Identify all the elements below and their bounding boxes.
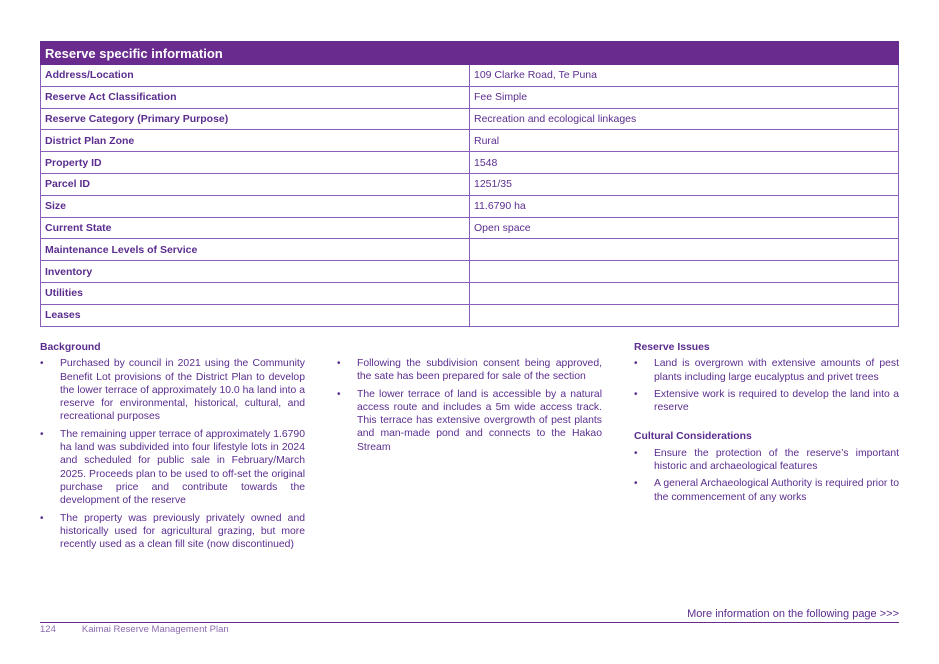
row-key: Utilities — [41, 282, 470, 304]
footer-divider — [40, 622, 899, 623]
table-row — [41, 108, 899, 130]
list-item-text: Land is overgrown with extensive amounts of pest plants including large eucalyptus and privet trees — [654, 358, 899, 383]
reserve-issues-heading: Reserve Issues — [634, 342, 710, 353]
row-value: Open space — [470, 217, 899, 239]
list-item — [634, 447, 899, 474]
issues-section — [634, 341, 899, 508]
list-item-text: The remaining upper terrace of approximately 1.6790 ha land was subdivided into four lifestyle lots in 2024 and scheduled for public sale in February/March 2025. Proceeds plan to be used to off-set the original purchase price and contribute towards the development of the reserve — [60, 428, 305, 507]
table-title: Reserve specific information — [41, 42, 899, 65]
table-row — [41, 130, 899, 152]
row-key: Address/Location — [41, 65, 470, 87]
list-item-text: The lower terrace of land is accessible by a natural access route and includes a 5m wide access track. This terrace has extensive overgrowth of pest plants and man-made pond and connects to the Hakao Stream — [357, 388, 602, 453]
row-value: 1548 — [470, 152, 899, 174]
table-row — [41, 65, 899, 87]
row-key: Leases — [41, 304, 470, 326]
bullet-icon: • — [40, 358, 44, 370]
cultural-considerations-heading: Cultural Considerations — [634, 431, 752, 443]
list-item — [634, 477, 899, 504]
row-key: Parcel ID — [41, 173, 470, 195]
row-key: Inventory — [41, 261, 470, 283]
row-key: Maintenance Levels of Service — [41, 239, 470, 261]
row-value — [470, 239, 899, 261]
row-key: Size — [41, 195, 470, 217]
bullet-icon: • — [634, 388, 638, 400]
list-item — [337, 357, 602, 384]
row-value: 11.6790 ha — [470, 195, 899, 217]
row-value: Rural — [470, 130, 899, 152]
list-item-text: Purchased by council in 2021 using the Community Benefit Lot provisions of the District Plan to develop the lower terrace of approximately 10.0 ha land into a reserve for environmental, historical, cultural, and recreational purposes — [60, 358, 305, 423]
table-row — [41, 304, 899, 326]
row-value — [470, 304, 899, 326]
row-value: 1251/35 — [470, 173, 899, 195]
row-key: Reserve Category (Primary Purpose) — [41, 108, 470, 130]
list-item-text: Following the subdivision consent being approved, the sate has been prepared for sale of the section — [357, 358, 602, 383]
list-item — [337, 388, 602, 454]
bullet-icon: • — [337, 388, 341, 400]
row-value: Fee Simple — [470, 86, 899, 108]
table-row — [41, 239, 899, 261]
reserve-info-table — [40, 41, 899, 327]
list-item — [634, 357, 899, 384]
page-number: 124 — [40, 624, 56, 635]
list-item — [40, 357, 305, 423]
document-title: Kaimai Reserve Management Plan — [81, 624, 229, 635]
row-value: 109 Clarke Road, Te Puna — [470, 65, 899, 87]
page-footer — [40, 624, 229, 635]
row-key: District Plan Zone — [41, 130, 470, 152]
more-info-link: More information on the following page >>> — [687, 608, 899, 620]
list-item-text: Extensive work is required to develop the land into a reserve — [654, 388, 899, 414]
bullet-icon: • — [40, 428, 44, 440]
row-value: Recreation and ecological linkages — [470, 108, 899, 130]
list-item — [40, 512, 305, 552]
table-row — [41, 217, 899, 239]
row-value — [470, 261, 899, 283]
bullet-icon: • — [40, 512, 44, 524]
table-row — [41, 261, 899, 283]
table-row — [41, 152, 899, 174]
list-item-text: Ensure the protection of the reserve’s important historic and archaeological features — [654, 447, 899, 473]
background-section — [40, 341, 305, 555]
row-key: Property ID — [41, 152, 470, 174]
list-item — [634, 388, 899, 415]
row-key: Current State — [41, 217, 470, 239]
list-item-text: A general Archaeological Authority is required prior to the commencement of any works — [654, 478, 899, 503]
bullet-icon: • — [337, 358, 341, 369]
bullet-icon: • — [634, 447, 638, 459]
table-row — [41, 282, 899, 304]
list-item — [40, 428, 305, 508]
list-item-text: The property was previously privately owned and historically used for agricultural grazing, but more recently used as a clean fill site (now discontinued) — [60, 512, 305, 551]
bullet-icon: • — [634, 478, 638, 490]
table-row — [41, 173, 899, 195]
bullet-icon: • — [634, 358, 638, 370]
background-section-continued — [337, 357, 602, 458]
background-heading: Background — [40, 342, 101, 353]
table-row — [41, 195, 899, 217]
table-row — [41, 86, 899, 108]
row-value — [470, 282, 899, 304]
row-key: Reserve Act Classification — [41, 86, 470, 108]
